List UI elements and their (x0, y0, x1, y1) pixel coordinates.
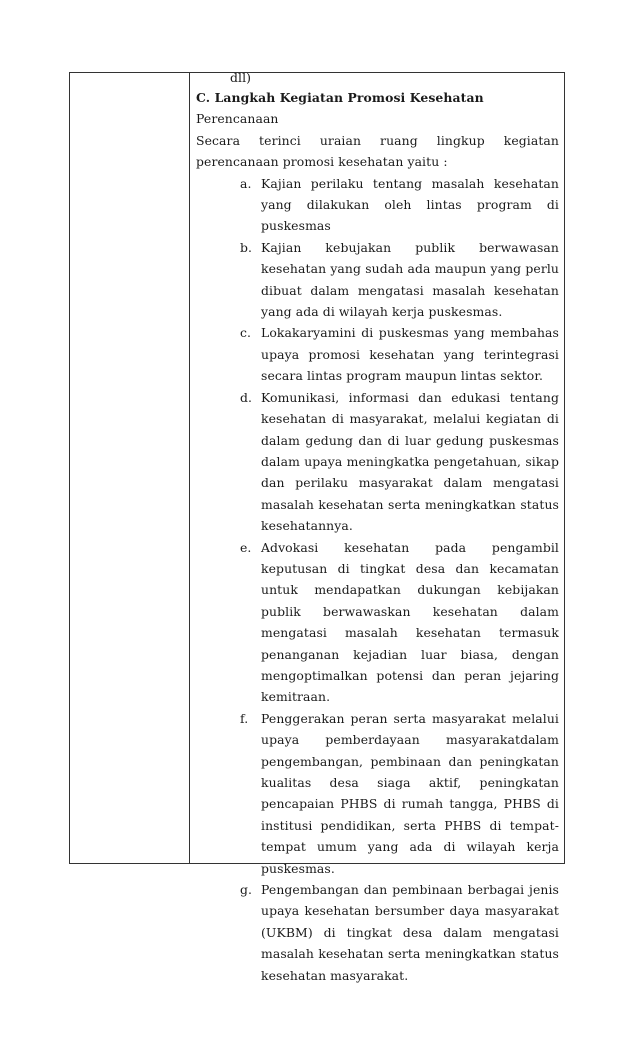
list-marker: b. (240, 239, 253, 255)
intro-paragraph: Secara terinci uraian ruang lingkup kegiatan perencanaan promosi kesehatan yaitu : (196, 132, 559, 170)
continuation-text: dll) (230, 70, 252, 85)
list-item (196, 879, 559, 986)
list-marker: c. (240, 325, 252, 341)
list-item (196, 237, 559, 323)
list-marker: d. (240, 389, 253, 405)
content-cell (196, 70, 559, 986)
list-item-text: Kajian perilaku tentang masalah kesehatan yang dilakukan oleh lintas program di puskesmas (261, 175, 559, 234)
list-item-text: Lokakaryamini di puskesmas yang membahas upaya promosi kesehatan yang terintegrasi secara lintas program maupun lintas sektor. (261, 325, 559, 384)
list-item-text: Komunikasi, informasi dan edukasi tentang kesehatan di masyarakat, melalui kegiatan di dalam gedung dan di luar gedung puskesmas dalam upaya meningkatka pengetahuan, sikap dan perilaku masyarakat dalam mengatasi masalah kesehatan serta meningkatkan status kesehatannya. (261, 389, 559, 534)
list-marker: a. (240, 175, 252, 191)
list-item-text: Pengembangan dan pembinaan berbagai jenis upaya kesehatan bersumber daya masyarakat (UKBM) di tingkat desa dalam mengatasi masalah kesehatan serta meningkatkan status kesehatan masyarakat. (261, 882, 559, 983)
list-item (196, 173, 559, 237)
column-divider (189, 73, 190, 863)
list-item-text: Advokasi kesehatan pada pengambil keputusan di tingkat desa dan kecamatan untuk mendapatkan dukungan kebijakan publik berwawaskan kesehatan dalam mengatasi masalah kesehatan termasuk penanganan kejadian luar biasa, dengan mengoptimalkan potensi dan peran jejaring kemitraan. (261, 539, 559, 705)
list-marker: e. (240, 539, 252, 555)
list-item (196, 537, 559, 708)
list-item (196, 322, 559, 386)
list-item (196, 708, 559, 879)
list-marker: g. (240, 882, 253, 898)
activity-list (196, 173, 559, 986)
list-marker: f. (240, 710, 249, 726)
document-table (69, 70, 565, 983)
list-item (196, 387, 559, 537)
list-item-text: Penggerakan peran serta masyarakat melalui upaya pemberdayaan masyarakatdalam pengembangan, pembinaan dan peningkatan kualitas desa siaga aktif, peningkatan pencapaian PHBS di rumah tangga, PHBS di institusi pendidikan, serta PHBS di tempat-tempat umum yang ada di wilayah kerja puskesmas. (261, 710, 559, 876)
section-heading: C. Langkah Kegiatan Promosi Kesehatan (196, 90, 484, 105)
subheading: Perencanaan (196, 111, 279, 127)
list-item-text: Kajian kebujakan publik berwawasan kesehatan yang sudah ada maupun yang perlu dibuat dalam mengatasi masalah kesehatan yang ada di wilayah kerja puskesmas. (261, 239, 559, 320)
